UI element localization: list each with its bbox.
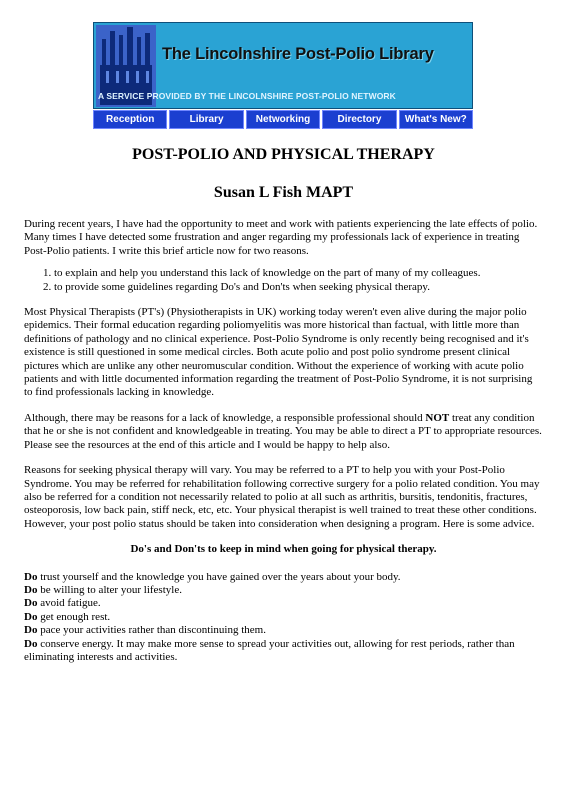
do-label: Do [24,597,38,610]
do-text: avoid fatigue. [37,597,101,610]
article-body [24,146,543,664]
article-author: Susan L Fish MAPT [213,184,354,201]
emphasis-not: NOT [425,411,450,424]
list-item [24,638,543,665]
paragraph-background: Most Physical Therapists (PT's) (Physiotherapists in UK) working today weren't even alive during the major polio epidemics. Their formal education regarding poliomyelitis was more historical than factual, with little more than definitions of pathology and no clinical experience. Post-Polio Syndrome is only recently being recognised and it's existence is still questioned in some medical circles. Both acute polio and post polio syndrome present clinical pictures which are unlike any other neuromuscular condition. Without the experience of working with acute polio patients and with little documented information regarding the treatment of Post-Polio Syndrome, it is not surprising to find professionals lacking in knowledge. [24,306,533,399]
list-item [24,571,543,584]
do-label: Do [24,570,38,583]
list-item: 2. to provide some guidelines regarding Do's and Don'ts when seeking physical therapy. [54,281,543,294]
main-nav [93,110,473,129]
nav-item-reception[interactable]: Reception [93,110,167,129]
para-text: treat any condition that he or she is not confident and knowledgeable in treating. You may be able to direct a PT to appropriate resources. Please see the resources at the end of this article and I would be happy to help also. [24,411,542,451]
article-title: POST-POLIO AND PHYSICAL THERAPY [132,146,435,163]
site-banner[interactable] [93,22,473,109]
paragraph-responsibility [24,412,543,452]
do-label: Do [24,624,38,637]
list-item [24,597,543,610]
nav-item-networking[interactable]: Networking [246,110,320,129]
do-text: be willing to alter your lifestyle. [37,583,182,596]
do-list [24,571,543,665]
do-text: pace your activities rather than discontinuing them. [37,624,266,637]
do-label: Do [24,610,38,623]
paragraph-reasons: Reasons for seeking physical therapy will vary. You may be referred to a PT to help you with your Post-Polio Syndrome. You may be referred for rehabilitation following corrective surgery for a polio related condition. You may also be referred for a condition not necessarily related to polio at all such as arthritis, bursitis, tendonitis, fractures, osteoporosis, low back pain, stiff neck, etc, etc. Your physical therapist is well trained to treat these other conditions. However, your post polio status should be taken into consideration when designing a program. Here is some advice. [24,464,540,530]
para-text: Although, there may be reasons for a lack of knowledge, a responsible professional should [24,411,426,424]
intro-paragraph: During recent years, I have had the opportunity to meet and work with patients experiencing the late effects of polio. Many times I have detected some frustration and anger regarding my professionals lack of experience in treating Post-Polio patients. I write this brief article now for two reasons. [24,218,538,257]
do-text: get enough rest. [37,610,111,623]
reasons-list [24,267,543,294]
nav-item-whats-new[interactable]: What's New? [399,110,473,129]
do-text: conserve energy. It may make more sense to spread your activities out, allowing for rest periods, rather than eliminating interests and activities. [24,637,515,663]
do-label: Do [24,583,38,596]
list-item: 1. to explain and help you understand this lack of knowledge on the part of many of my colleagues. [54,267,543,280]
nav-item-library[interactable]: Library [169,110,243,129]
dos-donts-heading: Do's and Don'ts to keep in mind when going for physical therapy. [130,543,437,556]
site-tagline: A SERVICE PROVIDED BY THE LINCOLNSHIRE POST-POLIO NETWORK [98,91,396,101]
do-text: trust yourself and the knowledge you have gained over the years about your body. [37,570,401,583]
list-item [24,584,543,597]
do-label: Do [24,637,38,650]
nav-item-directory[interactable]: Directory [322,110,396,129]
list-item [24,624,543,637]
list-item [24,611,543,624]
site-title: The Lincolnshire Post-Polio Library [162,45,434,63]
